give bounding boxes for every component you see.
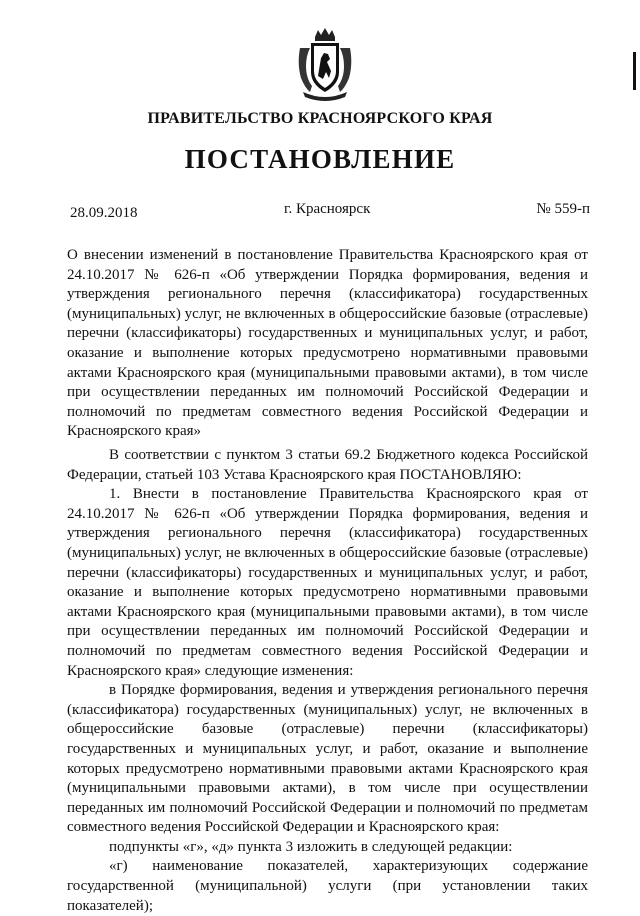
- document-number: № 559-п: [536, 201, 590, 217]
- document-type-heading: ПОСТАНОВЛЕНИЕ: [184, 144, 456, 174]
- government-name: ПРАВИТЕЛЬСТВО КРАСНОЯРСКОГО КРАЯ: [147, 110, 493, 127]
- document-body: [67, 446, 588, 916]
- coat-of-arms-emblem: [297, 28, 353, 102]
- document-meta-row: [70, 201, 590, 221]
- body-paragraph-amend: 1. Внести в постановление Правительства Красноярского края от 24.10.2017 № 626-п «Об утверждении Порядка формирования, ведения и утверждения регионального перечня (классификатора) государственных (муниципальных) услуг, не включенных в общероссийские базовые (отраслевые) перечни (классификаторы) государственных и муниципальных услуг, и работ, оказание и выполнение которых предусмотрено нормативными правовыми актами Красноярского края (муниципальными правовыми актами), в том числе при осуществлении переданных им полномочий Российской Федерации и полномочий по предметам совместного ведения Российской Федерации и Красноярского края» следующие изменения:: [67, 486, 588, 679]
- document-title: О внесении изменений в постановление Правительства Красноярского края от 24.10.2017 № 626-п «Об утверждении Порядка формирования, ведения и утверждения регионального перечня (классификатора) государственных (муниципальных) услуг, не включенных в общероссийские базовые (отраслевые) перечни (классификаторы) государственных и муниципальных услуг, и работ, оказание и выполнение которых предусмотрено нормативными правовыми актами Красноярского края (муниципальными правовыми актами), в том числе при осуществлении переданных им полномочий Российской Федерации и полномочий по предметам совместного ведения Российской Федерации и Красноярского края»: [67, 247, 588, 440]
- body-paragraph-procedure: в Порядке формирования, ведения и утверждения регионального перечня (классификатора) государственных (муниципальных) услуг, не включенных в общероссийские базовые (отраслевые) перечни (классификаторы) государственных и муниципальных услуг, и работ, оказание и выполнение которых предусмотрено нормативными правовыми актами Красноярского края (муниципальными правовыми актами), в том числе при осуществлении переданных им полномочий Российской Федерации и полномочий по предметам совместного ведения Российской Федерации и Красноярского края:: [67, 682, 588, 836]
- page-edge-mark: [633, 52, 636, 90]
- body-paragraph-point-g: «г) наименование показателей, характеризующих содержание государственной (муниципальной) услуги (при установлении таких показателей);: [67, 858, 588, 914]
- body-paragraph-basis: В соответствии с пунктом 3 статьи 69.2 Бюджетного кодекса Российской Федерации, статьей 103 Устава Красноярского края ПОСТАНОВЛЯЮ:: [67, 447, 588, 483]
- body-paragraph-subpoints: подпункты «г», «д» пункта 3 изложить в следующей редакции:: [109, 838, 513, 855]
- document-date: 28.09.2018: [70, 205, 138, 221]
- document-city: г. Красноярск: [284, 201, 371, 217]
